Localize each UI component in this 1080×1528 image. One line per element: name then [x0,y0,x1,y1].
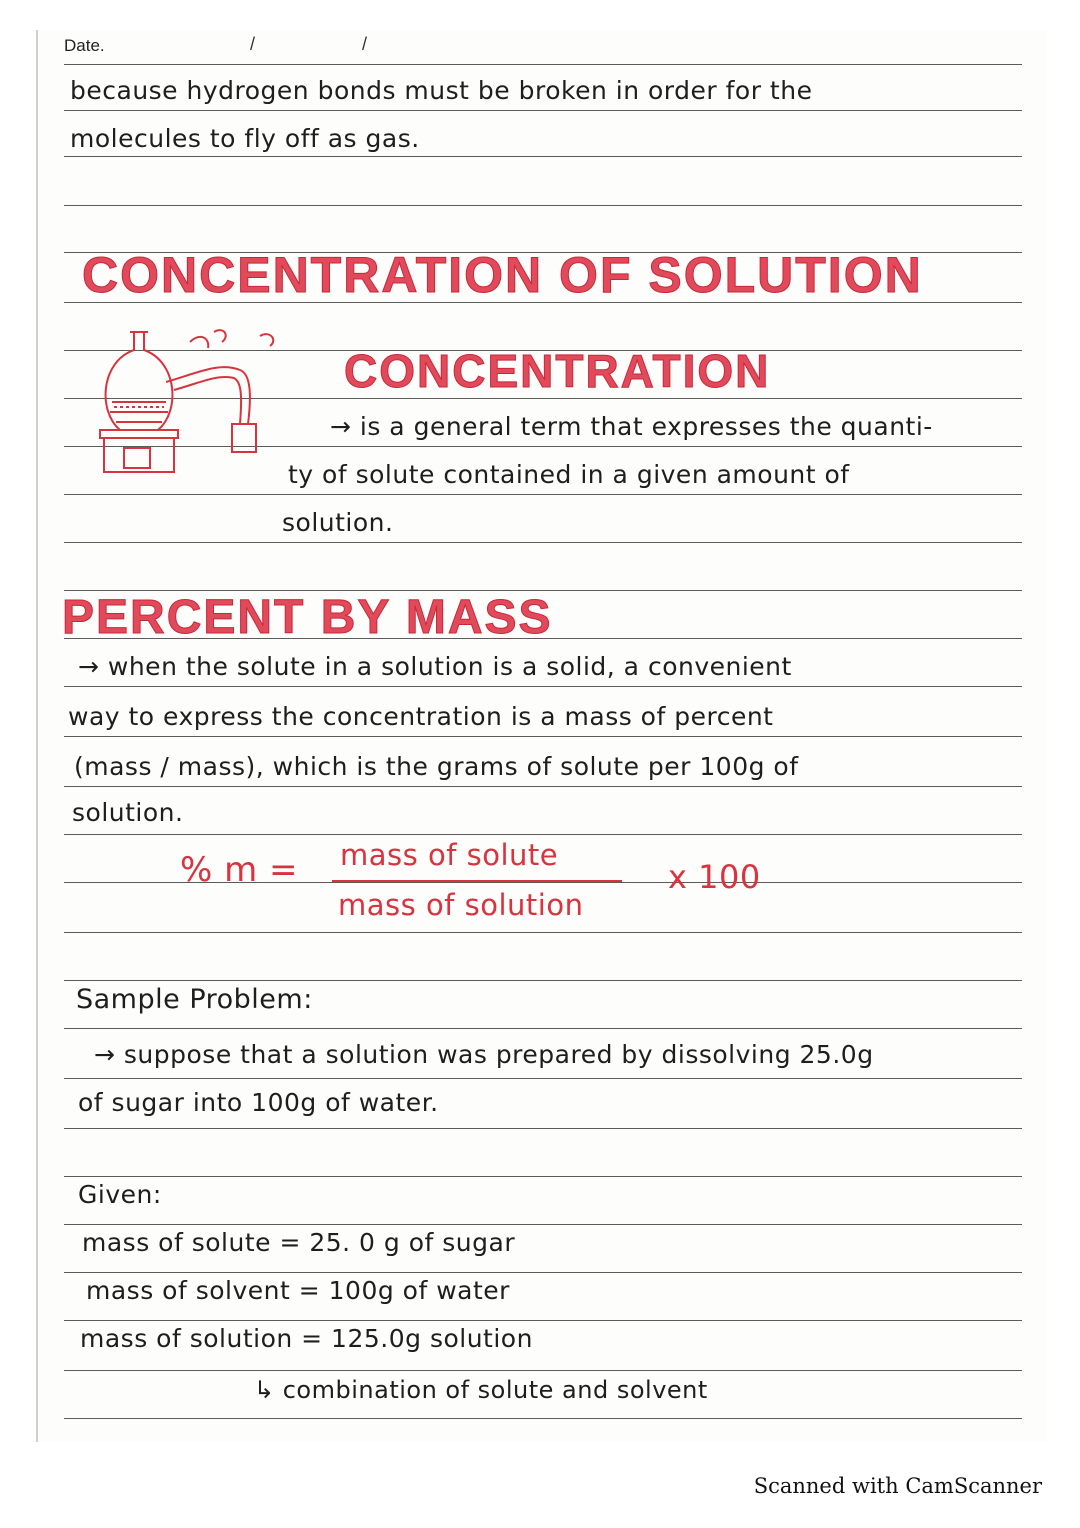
date-separator: / [250,34,256,54]
concentration-line-3: solution. [282,508,394,537]
ruled-line [64,494,1022,495]
intro-line-2: molecules to fly off as gas. [70,124,420,153]
ruled-line [64,834,1022,835]
sample-heading: Sample Problem: [76,984,313,1015]
ruled-line [64,786,1022,787]
date-separator: / [362,34,368,54]
ruled-line [64,686,1022,687]
ruled-line [64,932,1022,933]
ruled-line [64,980,1022,981]
pbm-line-2: way to express the concentration is a mass of percent [68,702,774,731]
concentration-heading: CONCENTRATION [344,345,771,397]
ruled-line [64,1320,1022,1321]
ruled-line [64,1272,1022,1273]
formula-multiplier: x 100 [668,858,761,896]
given-line-1: mass of solute = 25. 0 g of sugar [82,1228,516,1257]
date-label: Date. [64,36,105,55]
ruled-line [64,1176,1022,1177]
distillation-flask-icon [90,312,300,482]
formula-fraction-bar [332,880,622,882]
intro-line-1: because hydrogen bonds must be broken in order for the [70,76,813,105]
sample-line-1: → suppose that a solution was prepared by dissolving 25.0g [94,1040,874,1069]
ruled-line [64,64,1022,65]
ruled-line [64,1224,1022,1225]
pbm-line-4: solution. [72,798,184,827]
ruled-line [64,1128,1022,1129]
given-heading: Given: [78,1180,162,1209]
ruled-line [64,156,1022,157]
given-line-3: mass of solution = 125.0g solution [80,1324,533,1353]
scanner-watermark: Scanned with CamScanner [753,1474,1042,1498]
sample-line-2: of sugar into 100g of water. [78,1088,439,1117]
ruled-line [64,1078,1022,1079]
ruled-line [64,736,1022,737]
section-title: CONCENTRATION OF SOLUTION [82,247,923,303]
concentration-line-1: → is a general term that expresses the quanti- [330,412,933,441]
formula-numerator: mass of solute [340,838,559,872]
ruled-line [64,1370,1022,1371]
percent-by-mass-heading: PERCENT BY MASS [62,591,553,644]
ruled-line [64,205,1022,206]
given-line-2: mass of solvent = 100g of water [86,1276,510,1305]
formula-lhs: % m = [180,850,299,890]
ruled-line [64,110,1022,111]
ruled-line [64,1418,1022,1419]
given-line-4: ↳ combination of solute and solvent [254,1376,708,1404]
pbm-line-1: → when the solute in a solution is a solid, a convenient [78,652,792,681]
formula-denominator: mass of solution [338,888,584,922]
pbm-line-3: (mass / mass), which is the grams of solute per 100g of [74,752,799,781]
ruled-line [64,1028,1022,1029]
ruled-line [64,542,1022,543]
concentration-line-2: ty of solute contained in a given amount of [288,460,850,489]
